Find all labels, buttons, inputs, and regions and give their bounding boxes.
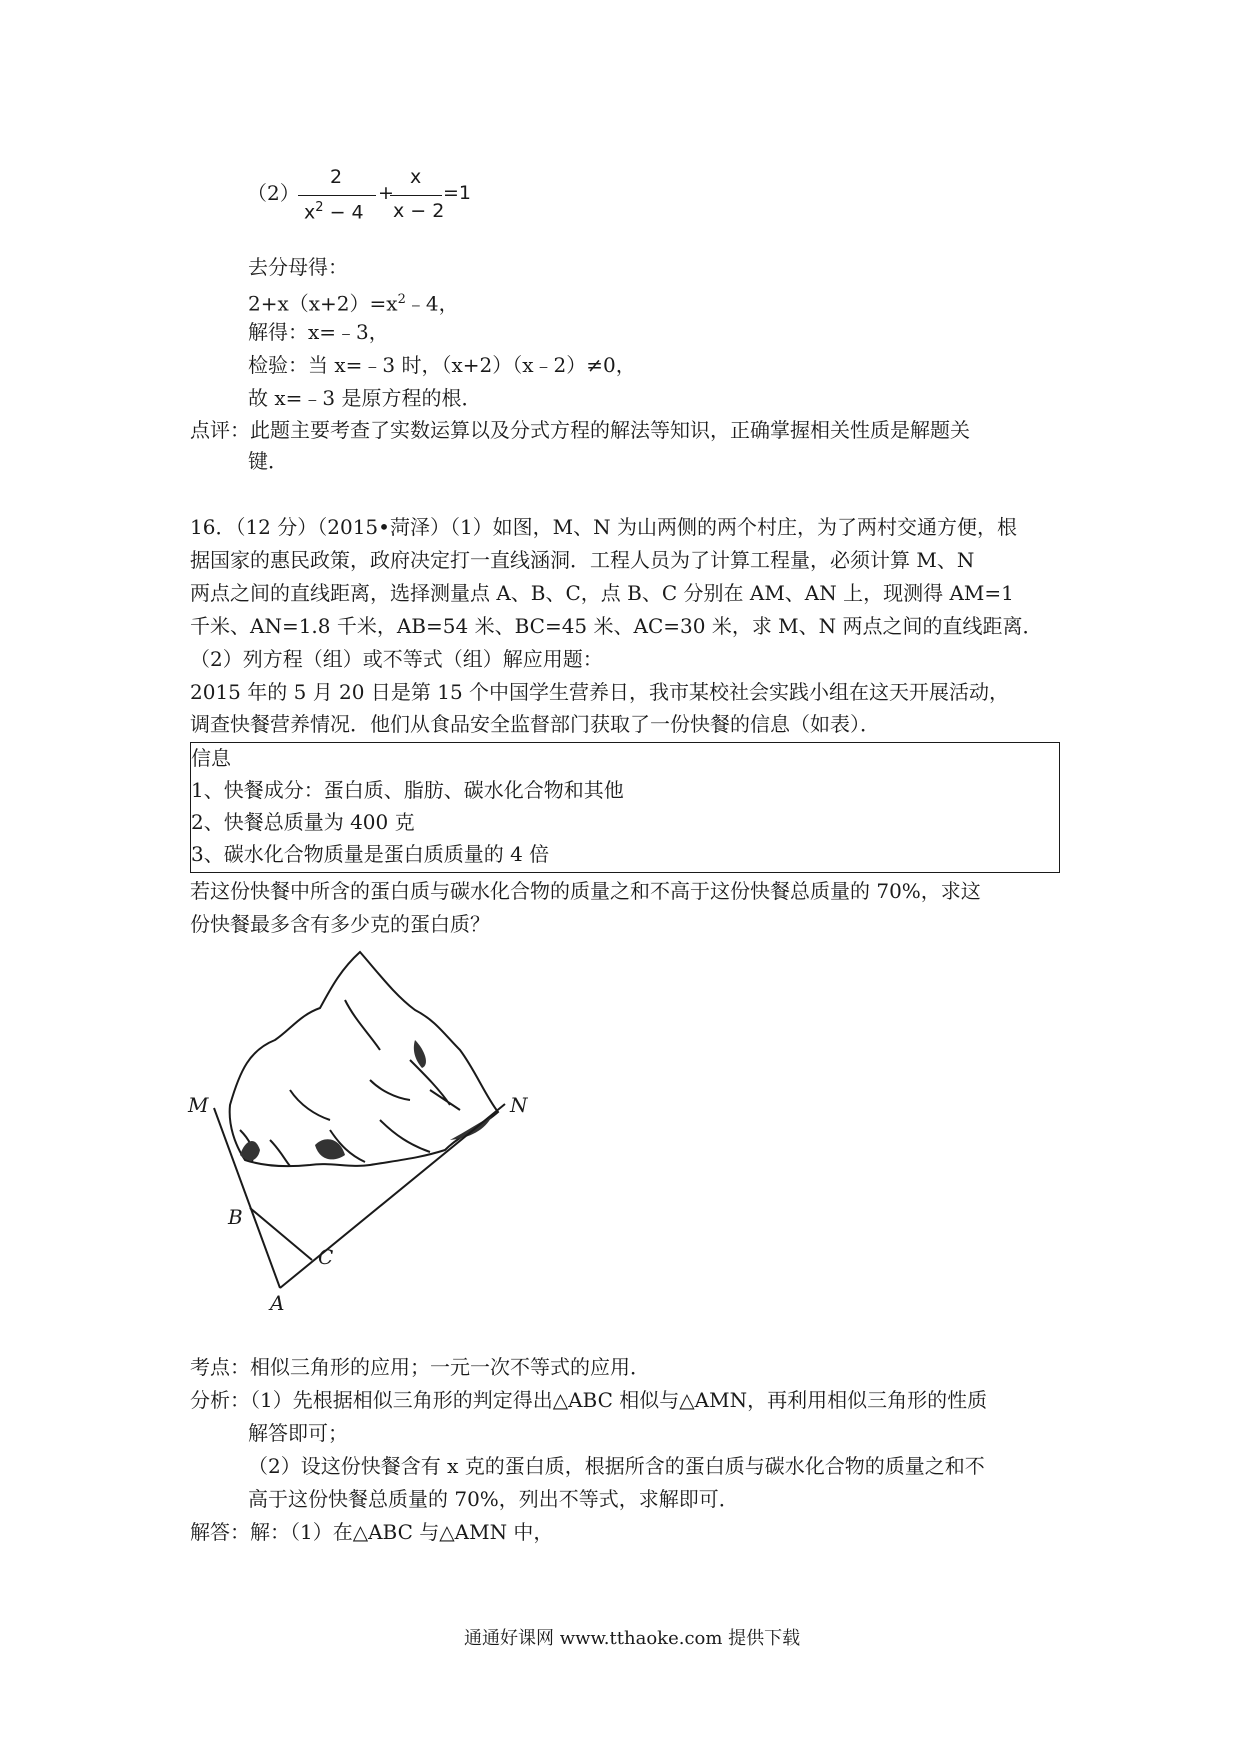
mountain-shading — [240, 1000, 460, 1166]
fraction-1-numerator: 2 — [330, 166, 343, 188]
step-expanded-equation: $2+x(x+2)=x^2﹣4$， — [248, 291, 459, 316]
equation-rhs: =1 — [443, 182, 472, 204]
step-clear-denominator: 去分母得： — [248, 255, 348, 279]
footer-credit: 通通好课网 www.tthaoke.com 提供下载 — [464, 1628, 801, 1649]
label-N: N — [510, 1093, 528, 1117]
fraction-2-denominator: x − 2 — [393, 200, 445, 222]
problem-16-line-5: （2）列方程（组）或不等式（组）解应用题： — [190, 647, 603, 671]
fraction-2-bar — [390, 195, 442, 196]
step-check: 检验：当 x=﹣3 时，（x+2）（x﹣2）≠0， — [248, 353, 636, 377]
fraction-1-denominator: $x^2 - 4$ — [304, 200, 364, 224]
problem-16-line-7: 调查快餐营养情况．他们从食品安全监督部门获取了一份快餐的信息（如表）． — [190, 712, 880, 736]
comment-line-2: 键． — [248, 449, 288, 473]
problem-16-line-6: 2015 年的 5 月 20 日是第 15 个中国学生营养日，我市某校社会实践小组在这天开展活动， — [190, 680, 1010, 704]
fenxi-line-2: 解答即可； — [248, 1421, 348, 1445]
jieda: 解答：解：（1）在△ABC 与△AMN 中， — [190, 1520, 554, 1544]
question-line-1: 若这份快餐中所含的蛋白质与碳水化合物的质量之和不高于这份快餐总质量的 70%，求这 — [190, 879, 981, 903]
label-M: M — [188, 1093, 209, 1117]
line-AM — [214, 1108, 280, 1288]
problem-16-line-4: 千米、AN=1.8 千米，AB=54 米、BC=45 米、AC=30 米，求 M、N 两点之间的直线距离． — [190, 614, 1043, 638]
mountain-dark-patch-3 — [414, 1040, 426, 1068]
step-solve: 解得：x=﹣3， — [248, 320, 389, 344]
info-table — [190, 742, 1060, 873]
label-B: B — [228, 1205, 243, 1229]
problem-16-line-2: 据国家的惠民政策，政府决定打一直线涵洞．工程人员为了计算工程量，必须计算 M、N — [190, 548, 975, 572]
fraction-2-numerator: x — [410, 166, 422, 188]
fenxi-line-3: （2）设这份快餐含有 x 克的蛋白质，根据所含的蛋白质与碳水化合物的质量之和不 — [248, 1454, 985, 1478]
mountain-outline — [230, 952, 498, 1166]
info-table-row-1: 1、快餐成分：蛋白质、脂肪、碳水化合物和其他 — [191, 778, 624, 802]
question-line-2: 份快餐最多含有多少克的蛋白质？ — [190, 912, 490, 936]
equation-label: （2） — [247, 181, 300, 205]
comment-line-1: 点评：此题主要考查了实数运算以及分式方程的解法等知识，正确掌握相关性质是解题关 — [190, 418, 970, 442]
info-table-row-2: 2、快餐总质量为 400 克 — [191, 810, 415, 834]
mountain-dark-patch-1 — [240, 1141, 260, 1161]
problem-16-line-3: 两点之间的直线距离，选择测量点 A、B、C，点 B、C 分别在 AM、AN 上，现测得 AM=1 — [190, 581, 1014, 605]
label-C: C — [318, 1245, 334, 1269]
step-conclusion: 故 x=﹣3 是原方程的根． — [248, 386, 482, 410]
label-A: A — [270, 1291, 285, 1315]
problem-16-line-1: 16．（12 分）（2015•菏泽）（1）如图，M、N 为山两侧的两个村庄，为了两村交通方便，根 — [190, 515, 1018, 539]
info-table-row-3: 3、碳水化合物质量是蛋白质质量的 4 倍 — [191, 842, 550, 866]
plus-sign: + — [378, 182, 394, 204]
mountain-figure — [180, 940, 560, 1320]
fenxi-line-1: 分析：（1）先根据相似三角形的判定得出△ABC 相似与△AMN，再利用相似三角形的性质 — [190, 1388, 988, 1412]
fraction-1-bar — [298, 195, 376, 196]
kaodian: 考点：相似三角形的应用；一元一次不等式的应用． — [190, 1355, 650, 1379]
fenxi-line-4: 高于这份快餐总质量的 70%，列出不等式，求解即可． — [248, 1487, 739, 1511]
info-table-header: 信息 — [191, 746, 231, 770]
